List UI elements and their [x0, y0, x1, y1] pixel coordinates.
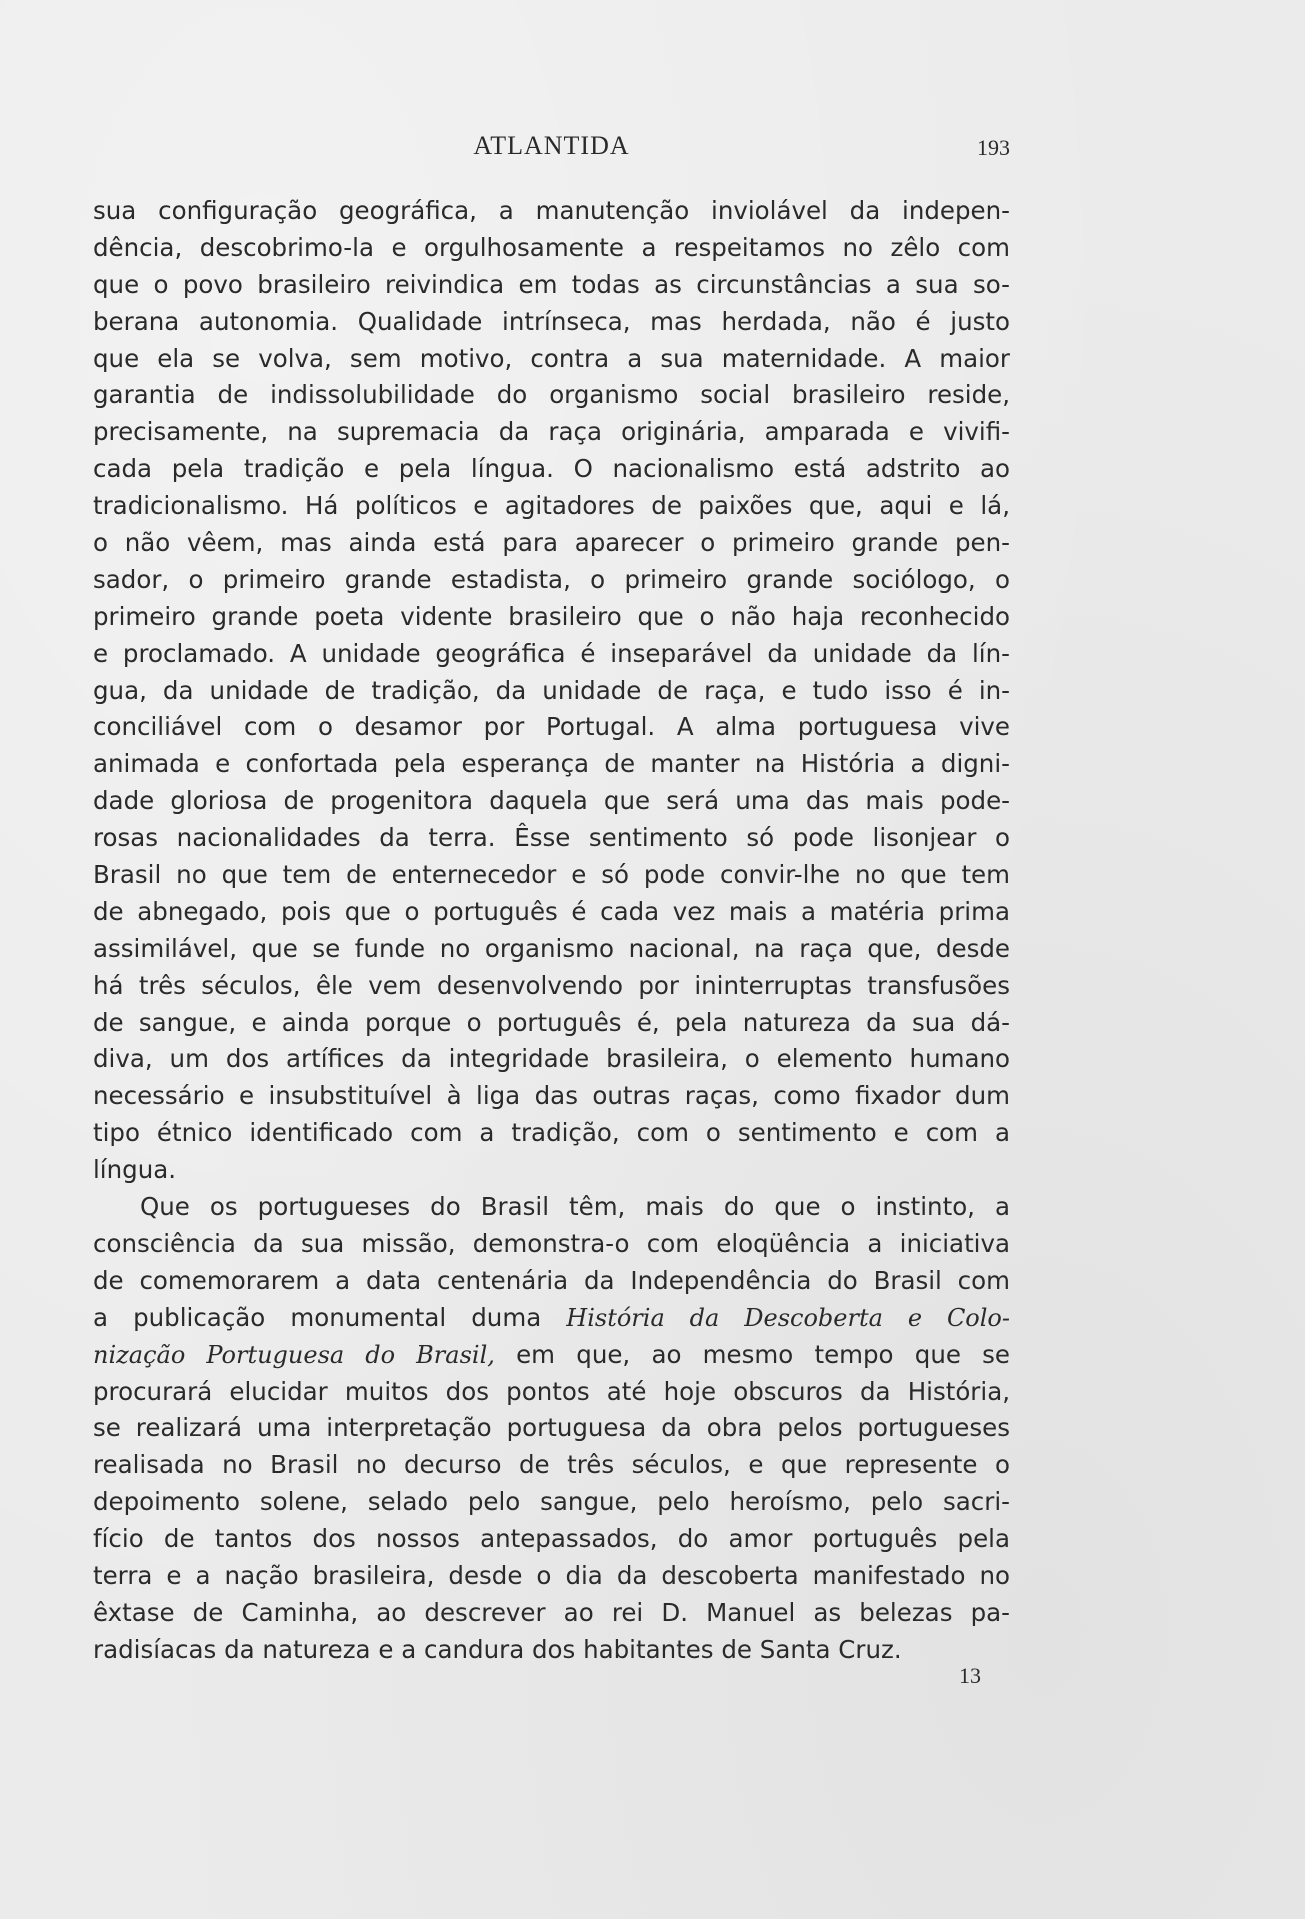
text-line: animada e confortada pela esperança de manter na História a digni- [93, 749, 1010, 779]
text-line: Que os portugueses do Brasil têm, mais do que o instinto, a [140, 1192, 1010, 1222]
text-line: sua configuração geográfica, a manutenção inviolável da indepen- [93, 196, 1010, 225]
text-run: a publicação monumental duma [93, 1302, 567, 1332]
text-line [93, 1337, 1010, 1374]
text-line: terra e a nação brasileira, desde o dia da descoberta manifestado no [93, 1560, 1010, 1590]
text-line: de sangue, e ainda porque o português é, pela natureza da sua dá- [93, 1007, 1010, 1037]
text-line: realisada no Brasil no decurso de três séculos, e que represente o [93, 1450, 1010, 1480]
text-line: fício de tantos dos nossos antepassados, do amor português pela [93, 1524, 1010, 1554]
text-line: dade gloriosa de progenitora daquela que será uma das mais pode- [93, 786, 1010, 816]
text-line: assimilável, que se funde no organismo nacional, na raça que, desde [93, 933, 1010, 963]
text-line: primeiro grande poeta vidente brasileiro que o não haja reconhecido [93, 601, 1010, 631]
text-line: que o povo brasileiro reivindica em todas as circunstâncias a sua so- [93, 269, 1010, 299]
signature-mark: 13 [959, 1663, 981, 1688]
text-line: consciência da sua missão, demonstra-o com eloqüência a iniciativa [93, 1228, 1010, 1258]
book-title-italic: História da Descoberta e Colo- [566, 1303, 1010, 1332]
text-line: língua. [93, 1155, 177, 1185]
text-line: tipo étnico identificado com a tradição, com o sentimento e com a [93, 1118, 1010, 1148]
text-line: diva, um dos artífices da integridade brasileira, o elemento humano [93, 1044, 1010, 1074]
text-line: Brasil no que tem de enternecedor e só pode convir-lhe no que tem [93, 860, 1010, 890]
text-line: precisamente, na supremacia da raça originária, amparada e vivifi- [93, 417, 1010, 447]
text-line: necessário e insubstituível à liga das outras raças, como fixador dum [93, 1081, 1010, 1111]
text-line: conciliável com o desamor por Portugal. A alma portuguesa vive [93, 712, 1010, 742]
text-run: em que, ao mesmo tempo que se [494, 1339, 1010, 1369]
text-line: se realizará uma interpretação portuguesa da obra pelos portugueses [93, 1413, 1010, 1443]
text-line: radisíacas da natureza e a candura dos habitantes de Santa Cruz. [93, 1634, 902, 1664]
body-text [93, 193, 1010, 1669]
text-line [93, 1300, 1010, 1337]
text-line: cada pela tradição e pela língua. O nacionalismo está adstrito ao [93, 454, 1010, 484]
text-line: berana autonomia. Qualidade intrínseca, mas herdada, não é justo [93, 306, 1010, 336]
text-line: tradicionalismo. Há políticos e agitadores de paixões que, aqui e lá, [93, 491, 1010, 521]
text-line: o não vêem, mas ainda está para aparecer o primeiro grande pen- [93, 528, 1010, 558]
text-line: de comemorarem a data centenária da Independência do Brasil com [93, 1265, 1010, 1295]
text-line: sador, o primeiro grande estadista, o primeiro grande sociólogo, o [93, 564, 1010, 594]
running-head [93, 126, 1010, 166]
text-line: há três séculos, êle vem desenvolvendo por ininterruptas transfusões [93, 970, 1010, 1000]
text-line: êxtase de Caminha, ao descrever ao rei D. Manuel as belezas pa- [93, 1597, 1010, 1627]
text-line: que ela se volva, sem motivo, contra a sua maternidade. A maior [93, 343, 1010, 373]
text-line: dência, descobrimo-la e orgulhosamente a respeitamos no zêlo com [93, 232, 1010, 262]
text-line: garantia de indissolubilidade do organismo social brasileiro reside, [93, 380, 1010, 410]
page-number: 193 [977, 135, 1010, 160]
text-line: rosas nacionalidades da terra. Êsse sentimento só pode lisonjear o [93, 823, 1010, 853]
text-line: gua, da unidade de tradição, da unidade de raça, e tudo isso é in- [93, 675, 1010, 705]
book-title-italic: nização Portuguesa do Brasil, [93, 1340, 495, 1369]
running-title: ATLANTIDA [473, 131, 630, 160]
text-line: e proclamado. A unidade geográfica é inseparável da unidade da lín- [93, 638, 1010, 668]
text-line: procurará elucidar muitos dos pontos até hoje obscuros da História, [93, 1376, 1010, 1406]
text-line: de abnegado, pois que o português é cada vez mais a matéria prima [93, 896, 1010, 926]
text-line: depoimento solene, selado pelo sangue, pelo heroísmo, pelo sacri- [93, 1487, 1010, 1517]
